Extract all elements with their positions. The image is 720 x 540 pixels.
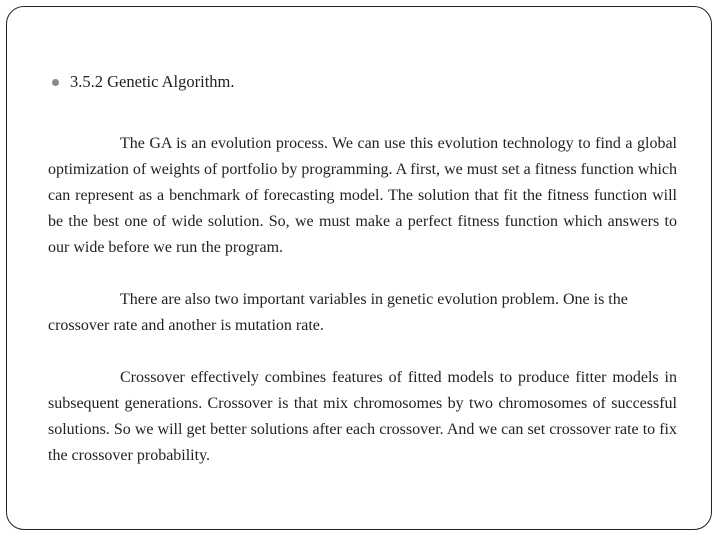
paragraph-ga-intro: The GA is an evolution process. We can use this evolution technology to find a global optimization of weights of portfolio by programming. A first, we must set a fitness function which can represent as a benchmark of forecasting model. The solution that fit the fitness function will be the best one of wide solution. So, we must make a perfect fitness function which answers to our wide before we run the program. xyxy=(48,135,677,256)
slide-frame xyxy=(6,6,712,530)
heading-text: 3.5.2 Genetic Algorithm. xyxy=(70,72,235,91)
bullet-icon xyxy=(52,79,59,86)
section-heading xyxy=(52,69,677,95)
slide-content xyxy=(48,69,677,469)
paragraph-variables: There are also two important variables in genetic evolution problem. One is the crossover rate and another is mutation rate. xyxy=(48,291,628,334)
paragraph-crossover: Crossover effectively combines features of fitted models to produce fitter models in subsequent generations. Crossover is that mix chromosomes by two chromosomes of successful solutions. So we will get better solutions after each crossover. And we can set crossover rate to fix the crossover probability. xyxy=(48,369,677,464)
